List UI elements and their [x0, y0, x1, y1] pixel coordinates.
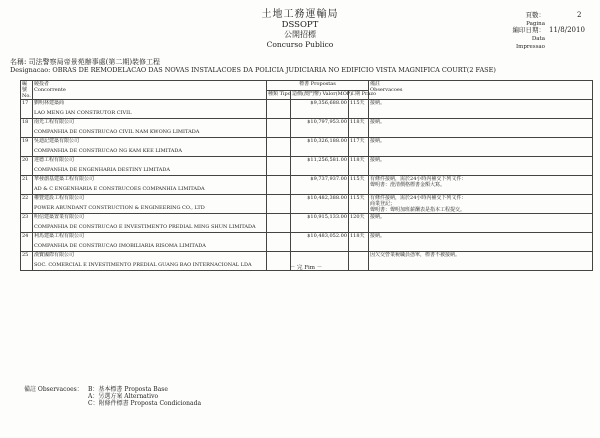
header-no: 編號 No.: [22, 81, 31, 99]
designacao-pt: OBRAS DE REMODELACAO DAS NOVAS INSTALACOES DA POLICIA JUDICIARIA NO EDIFICIO VISTA MAGNIFICA COURT(2 FASE): [52, 66, 496, 74]
prazo-cell: 120天: [349, 214, 369, 233]
print-date-row: [505, 26, 600, 50]
observation-line: 因欠交營業稅職員憑單，標書不被接納。: [370, 252, 461, 258]
bidder-name-zh: 華發創基建築工程有限公司: [34, 176, 95, 182]
bids-table-body: [21, 100, 593, 271]
table-row: [21, 233, 593, 252]
bidder-name-pt: COMPANHIA DE CONSTRUCAO NG KAM KEE LIMITADA: [34, 148, 183, 154]
bidder-name-pt: COMPANHIA DE CONSTRUCAO E INVESTIMENTO PREDIAL MING SHUN LIMITADA: [34, 224, 256, 230]
tipo-cell: [267, 138, 291, 157]
table-row: [21, 214, 593, 233]
bidder-name-zh: 權豐建設工程有限公司: [34, 195, 85, 201]
observation-cell: [369, 233, 593, 252]
observation-cell: [369, 214, 593, 233]
row-number: 23: [21, 214, 33, 233]
tender-type-pt: Concurso Publico: [266, 40, 334, 49]
header-bidder-pt: Concorrente: [34, 87, 66, 93]
prazo-cell: 118天: [349, 157, 369, 176]
valor-cell: $9,356,688.00: [291, 100, 349, 119]
prazo-cell: 115天: [349, 195, 369, 214]
row-number: 19: [21, 138, 33, 157]
valor-cell: $10,482,388.00: [291, 195, 349, 214]
observation-line: 接納。: [370, 157, 386, 163]
bureau-name-zh: 土地工務運輸局: [261, 9, 339, 20]
bidder-name-pt: LAO MENG IAN CONSTRUTOR CIVIL: [34, 110, 132, 116]
bidder-cell: [33, 195, 267, 214]
observation-line: 接納。: [370, 233, 386, 239]
observation-cell: [369, 176, 593, 195]
prazo-cell: 118天: [349, 119, 369, 138]
observation-line: 有條件接納，需於24小時內補交下列文件：: [370, 176, 467, 182]
bidder-name-pt: SOC. COMERCIAL E INVESTIMENTO PREDIAL GUANG BAO INTERNACIONAL LDA: [34, 262, 252, 268]
valor-cell: $10,483,052.00: [291, 233, 349, 252]
header-observations: [369, 81, 593, 100]
legend-label: 備註 Observacoes：: [24, 386, 83, 393]
bidder-name-pt: COMPANHIA DE CONSTRUCAO CIVIL NAM KWONG LIMITADA: [34, 129, 200, 135]
tipo-cell: [267, 157, 291, 176]
header-tipo: 種類 Tipo: [267, 91, 291, 100]
end-marker: － 完 Fim －: [289, 265, 323, 271]
tipo-cell: [267, 195, 291, 214]
bidder-name-pt: AD & C ENGENHARIA E CONSTRUCOES COMPANHIA LIMITADA: [34, 186, 205, 192]
bureau-name-pt: DSSOPT: [281, 20, 319, 30]
header-meta: [505, 11, 600, 50]
tipo-cell: [267, 214, 291, 233]
observation-line: 接納。: [370, 119, 386, 125]
observation-line: 接納。: [370, 138, 386, 144]
row-number: 24: [21, 233, 33, 252]
project-title: [10, 58, 590, 74]
bidder-name-zh: 明信建築置業有限公司: [34, 214, 85, 220]
bidder-name-zh: 漢寶國際有限公司: [34, 252, 75, 258]
legend-item-base: B：基本標書 Proposta Base: [88, 386, 168, 393]
observation-line: 有條件接納，需於24小時內補交下列文件：: [370, 195, 467, 201]
page-number-row: [505, 11, 600, 27]
observation-line: 聲明書：聲明加班薪酬表是指本工程提交。: [370, 207, 466, 213]
bidder-name-pt: COMPANHIA DE ENGENHARIA DESTINY LIMITADA: [34, 167, 171, 173]
bidder-cell: [33, 100, 267, 119]
table-row: [21, 157, 593, 176]
header-bidder: [33, 81, 267, 100]
table-row: [21, 176, 593, 195]
header-bidder-zh: 競投者: [34, 81, 50, 87]
document-header: [200, 10, 400, 50]
row-number: 17: [21, 100, 33, 119]
observation-cell: [369, 100, 593, 119]
legend-item-conditional: C：附條件標書 Proposta Condicionada: [88, 400, 202, 407]
observation-line: 聲明書：澄清價格標書金額大寫。: [370, 182, 446, 188]
row-number: 20: [21, 157, 33, 176]
table-row: [21, 119, 593, 138]
bidder-name-zh: 劉明林建築商: [34, 100, 65, 106]
project-name-label: 名稱:: [10, 58, 27, 66]
header-proposals: 標書 Propostas: [267, 81, 369, 91]
bidder-name-zh: 達德工程有限公司: [34, 157, 75, 163]
tipo-cell: [267, 233, 291, 252]
valor-cell: $9,737,937.00: [291, 176, 349, 195]
valor-cell: $10,915,133.00: [291, 214, 349, 233]
bids-table: [20, 80, 593, 271]
date-label-pt: Data Impressao: [515, 35, 545, 50]
observation-cell: [369, 157, 593, 176]
row-number: 22: [21, 195, 33, 214]
table-row: [21, 195, 593, 214]
observation-cell: [369, 119, 593, 138]
prazo-cell: 115天: [349, 176, 369, 195]
valor-cell: $10,326,188.00: [291, 138, 349, 157]
bidder-cell: [33, 233, 267, 252]
header-prazo: 工期 Prazo: [349, 91, 369, 100]
bidder-name-zh: 南光工程有限公司: [34, 119, 75, 125]
page-label-pt: Pagina: [526, 20, 545, 27]
bidder-name-pt: COMPANHIA DE CONSTRUCAO IMOBILIARIA RISOMA LIMITADA: [34, 243, 206, 249]
bidder-cell: [33, 157, 267, 176]
row-number: 21: [21, 176, 33, 195]
valor-cell: $10,797,953.00: [291, 119, 349, 138]
bidder-name-zh: 利馬建築工程有限公司: [34, 233, 85, 239]
bidder-cell: [33, 176, 267, 195]
header-obs-zh: 備註: [370, 81, 381, 87]
project-name-zh: 司法警察局帝景苑辦事處(第二期)裝修工程: [28, 58, 161, 66]
tipo-cell: [267, 176, 291, 195]
row-number: 18: [21, 119, 33, 138]
bidder-cell: [33, 214, 267, 233]
page-label-zh: 頁數：: [525, 11, 545, 19]
row-number: 25: [21, 252, 33, 271]
page-number: 2: [577, 11, 582, 19]
print-date: 11/8/2010: [549, 26, 585, 34]
table-row: [21, 100, 593, 119]
valor-cell: $11,256,581.00: [291, 157, 349, 176]
tender-type-zh: 公開招標: [284, 30, 316, 39]
observation-line: 商業登記；: [370, 201, 396, 207]
header-valor: 造價(澳門幣) Valor(MOP): [291, 91, 349, 100]
bidder-cell: [33, 119, 267, 138]
observation-line: 接納。: [370, 214, 386, 220]
tipo-cell: [267, 119, 291, 138]
legend-items: [88, 386, 201, 407]
designacao-label: Designacao:: [10, 66, 51, 74]
legend-item-alternative: A：另選方案 Alternativo: [88, 393, 159, 400]
header-obs-pt: Observacoes: [370, 87, 403, 93]
bidder-name-pt: POWER ABUNDANT CONSTRUCTION & ENGINEERING CO., LTD: [34, 205, 205, 211]
date-label-zh: 編印日期：: [512, 26, 545, 34]
observation-cell: [369, 138, 593, 157]
prazo-cell: 118天: [349, 233, 369, 252]
tipo-cell: [267, 100, 291, 119]
table-row: [21, 138, 593, 157]
prazo-cell: 117天: [349, 138, 369, 157]
bidder-name-zh: 吳迪記建築有限公司: [34, 138, 80, 144]
observation-cell: [369, 195, 593, 214]
bidder-cell: [33, 138, 267, 157]
observation-line: 接納。: [370, 100, 386, 106]
prazo-cell: 115天: [349, 100, 369, 119]
